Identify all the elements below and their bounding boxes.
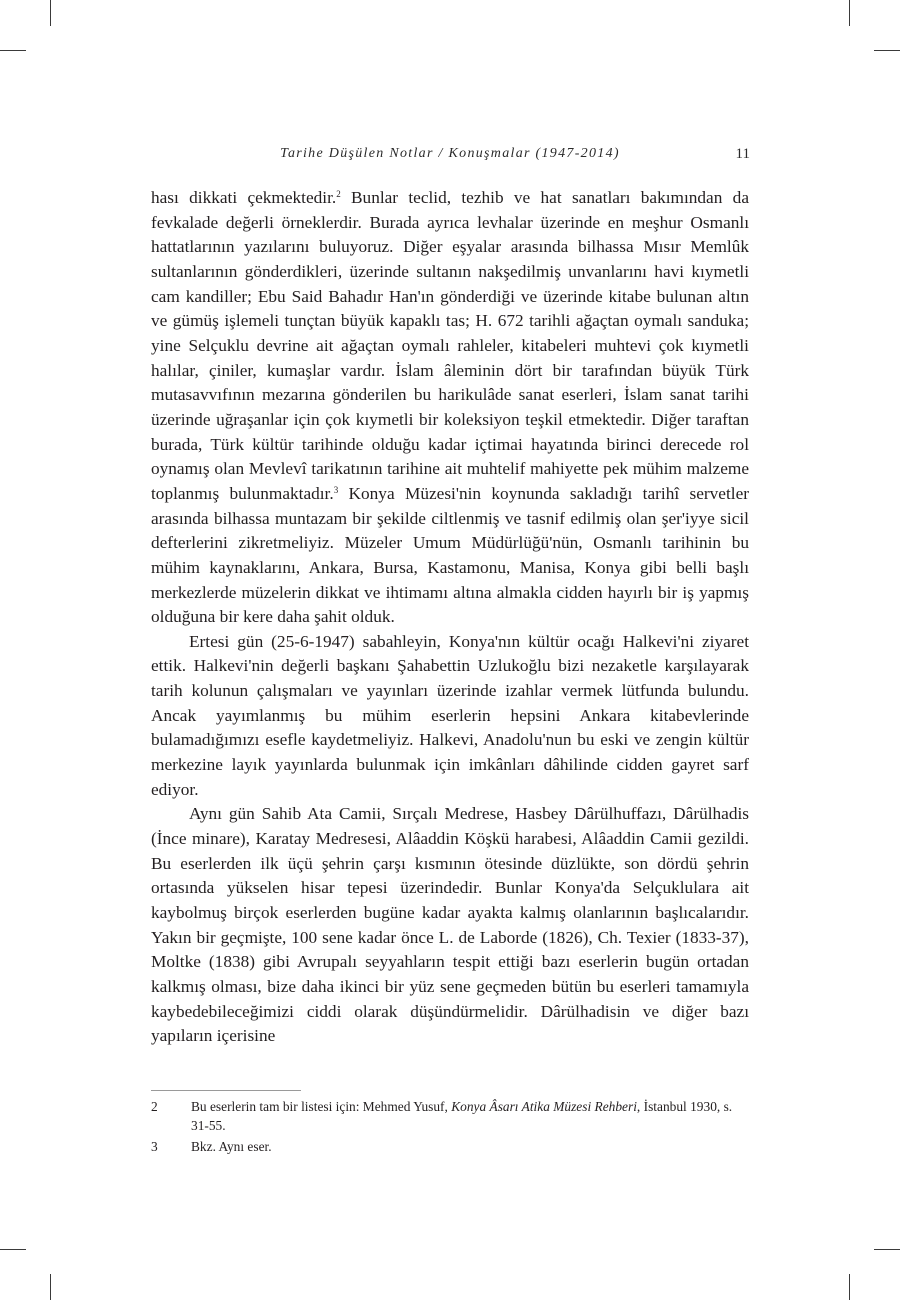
crop-mark-top-left bbox=[0, 50, 26, 51]
crop-mark-bottom-left bbox=[50, 1274, 51, 1300]
footnotes bbox=[151, 1097, 749, 1156]
paragraph-2: Ertesi gün (25-6-1947) sabahleyin, Konya'nın kültür ocağı Halkevi'ni ziyaret ettik. Halkevi'nin değerli başkanı Şahabettin Uzlukoğlu bizi nezaketle karşılayarak tarih kolunun çalışmaları ve yayınları üzerinde izahlar vermek lütfunda bulundu. Ancak yayımlanmış bu mühim eserlerin hepsini Ankara kitabevlerinde bulamadığımızı esefle kaydetmeliyiz. Halkevi, Anadolu'nun bu eski ve zengin kültür merkezine layık yayınlarda bulunmak için imkânları dâhilinde cidden gayret sarf ediyor. bbox=[151, 631, 749, 799]
footnote-ref-3[interactable]: 3 bbox=[333, 484, 339, 495]
footnote-text-before: Bkz. Aynı eser. bbox=[191, 1139, 272, 1154]
footnote-2 bbox=[151, 1097, 749, 1135]
crop-mark-bottom-left bbox=[0, 1249, 26, 1250]
running-head bbox=[150, 146, 750, 166]
footnote-ref-2[interactable]: 2 bbox=[336, 189, 341, 199]
page-number: 11 bbox=[735, 146, 750, 162]
crop-mark-bottom-right bbox=[874, 1249, 900, 1250]
crop-mark-bottom-right bbox=[849, 1274, 850, 1300]
paragraph-1 bbox=[151, 186, 749, 630]
paragraph-3: Aynı gün Sahib Ata Camii, Sırçalı Medrese, Hasbey Dârülhuffazı, Dârülhadis (İnce minare), Karatay Medresesi, Alâaddin Köşkü harabesi, Alâaddin Camii gezildi. Bu eserlerden ilk üçü şehrin çarşı kısmının ötesinde düzlükte, son dördü şehrin ortasında yükselen hisar tepesi üzerindedir. Bunlar Konya'da Selçuklulara ait kaybolmuş birçok eserlerden bugüne kadar ayakta kalmış olanlarının başlıcalarıdır. Yakın bir geçmişte, 100 sene kadar önce L. de Laborde (1826), Ch. Texier (1833-37), Moltke (1838) gibi Avrupalı seyyahların tespit ettiği bazı eserlerin bugün ortadan kalkmış olması, bize daha ikinci bir yüz sene geçmeden bütün bu eserleri tamamıyla kaybedebileceğimizi ciddi olarak düşündürmelidir. Dârülhadisin ve diğer bazı yapıların içerisine bbox=[151, 804, 749, 1046]
running-title: Tarihe Düşülen Notlar / Konuşmalar (1947-2014) bbox=[280, 146, 620, 161]
crop-mark-top-right bbox=[874, 50, 900, 51]
footnote-text bbox=[191, 1137, 749, 1156]
footnote-divider bbox=[151, 1090, 301, 1091]
crop-mark-top-right bbox=[849, 0, 850, 26]
footnote-book-title: Konya Âsarı Atika Müzesi Rehberi bbox=[451, 1099, 637, 1114]
footnote-3 bbox=[151, 1137, 749, 1156]
footnote-text-after: , İstanbul 1930, s. 31-55. bbox=[191, 1099, 733, 1133]
paragraph-1-part-3: Konya Müzesi'nin koynunda sakladığı tarihî servetler arasında bilhassa muntazam bir şekilde ciltlenmiş ve tasnif edilmiş olan şer'iyye sicil defterlerini zikretmeliyiz. Müzeler Umum Müdürlüğü'nün, Osmanlı tarihinin bu mühim kaynaklarını, Ankara, Bursa, Kastamonu, Manisa, Konya gibi belli başlı merkezlerde müzelerin dikkat ve ihtimamı altına almakla cidden hayırlı bir iş yapmış olduğuna bir kere daha şahit olduk. bbox=[151, 483, 749, 627]
paragraph-1-part-2: Bunlar teclid, tezhib ve hat sanatları bakımından da fevkalade değerli örneklerdir. Burada ayrıca levhalar üzerinde en meşhur Osmanlı hattatlarının yazılarını buluyoruz. Diğer eşyalar arasında bilhassa Mısır Memlûk sultanlarının gönderdikleri, üzerinde sultanın nakşedilmiş unvanlarını havi kıymetli cam kandiller; Ebu Said Bahadır Han'ın gönderdiği ve üzerinde kitabe bulunan altın ve gümüş işlemeli tunçtan büyük kapaklı tas; H. 672 tarihli ağaçtan oymalı sanduka; yine Selçuklu devrine ait ağaçtan oymalı rahleler, kitabeleri muhtevi çok kıymetli halılar, çiniler, kumaşlar vardır. İslam âleminin dört bir tarafından büyük Türk mutasavvıfının mezarına gönderilen bu harikulâde sanat eserleri, İslam sanat tarihi üzerinde uğraşanlar için çok kıymetli bir koleksiyon teşkil etmektedir. Diğer taraftan burada, Türk kültür tarihinde olduğu kadar içtimai hayatında birinci derecede rol oynamış olan Mevlevî tarikatının tarihine ait muhtelif mahiyette pek mühim malzeme toplanmış bulunmaktadır. bbox=[151, 188, 749, 503]
body-text bbox=[151, 186, 749, 1049]
paragraph-1-part-1: hası dikkati çekmektedir. bbox=[151, 188, 337, 207]
crop-mark-top-left bbox=[50, 0, 51, 26]
footnote-number: 2 bbox=[151, 1099, 158, 1114]
footnote-number: 3 bbox=[151, 1139, 158, 1154]
footnote-text-before: Bu eserlerin tam bir listesi için: Mehmed Yusuf, bbox=[191, 1099, 452, 1114]
footnote-text bbox=[191, 1097, 749, 1135]
